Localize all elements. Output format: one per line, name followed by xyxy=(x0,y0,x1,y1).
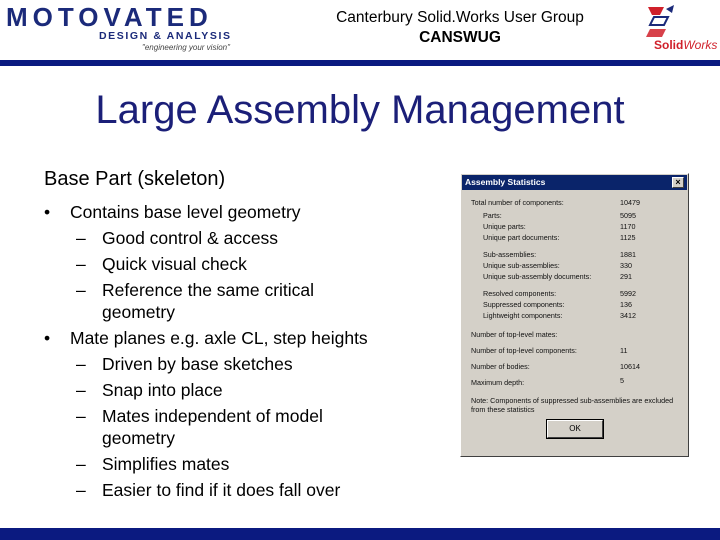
solidworks-logo xyxy=(634,3,718,57)
stat-label: Number of bodies: xyxy=(471,362,530,371)
stat-label: Parts: xyxy=(483,211,502,220)
bullet-text: Mate planes e.g. axle CL, step heights xyxy=(70,328,368,348)
stat-label: Total number of components: xyxy=(471,198,564,207)
sub-bullet-text: Simplifies mates xyxy=(102,454,230,474)
stat-label: Unique part documents: xyxy=(483,233,560,242)
stat-value: 10614 xyxy=(620,362,640,371)
stat-value: 5992 xyxy=(620,289,636,298)
stat-label: Number of top-level mates: xyxy=(471,330,558,339)
footer-bar xyxy=(0,528,720,540)
sub-bullet-text: Driven by base sketches xyxy=(102,354,293,374)
dash-marker: – xyxy=(76,454,86,474)
stat-label: Number of top-level components: xyxy=(471,346,577,355)
dash-marker: – xyxy=(76,406,86,426)
sub-bullet-text: Good control & access xyxy=(102,228,279,248)
sub-bullet-text: Easier to find if it does fall over xyxy=(102,480,341,500)
dialog-title: Assembly Statistics xyxy=(465,177,546,187)
stat-label: Sub-assemblies: xyxy=(483,250,537,259)
dash-marker: – xyxy=(76,228,86,248)
section-heading: Base Part (skeleton) xyxy=(44,168,226,190)
close-icon[interactable]: × xyxy=(672,177,684,188)
stat-label: Unique sub-assemblies: xyxy=(483,261,560,270)
sub-bullet-item xyxy=(44,405,444,449)
stat-label: Maximum depth: xyxy=(471,378,525,387)
ok-button[interactable]: OK xyxy=(547,420,603,438)
dialog-note: Note: Components of suppressed sub-assemblies are excluded from these statistics xyxy=(471,396,674,414)
stat-value: 1170 xyxy=(620,222,636,231)
sub-bullet-text: Snap into place xyxy=(102,380,223,400)
sub-bullet-item xyxy=(44,227,444,249)
header-title xyxy=(300,8,620,48)
stat-value: 3412 xyxy=(620,311,636,320)
dash-marker: – xyxy=(76,380,86,400)
bullet-marker: • xyxy=(44,202,51,222)
logo-subtitle: DESIGN & ANALYSIS xyxy=(99,30,232,42)
stat-value: 11 xyxy=(620,346,628,355)
slide-title: Large Assembly Management xyxy=(95,88,625,132)
bullet-text: Contains base level geometry xyxy=(70,202,301,222)
sub-bullet-item xyxy=(44,279,444,323)
logo-wordmark: MOTOVATED xyxy=(6,2,213,32)
sub-bullet-item xyxy=(44,253,444,275)
dash-marker: – xyxy=(76,354,86,374)
stat-value: 10479 xyxy=(620,198,640,207)
sub-bullet-item xyxy=(44,479,444,501)
sub-bullet-item xyxy=(44,453,444,475)
dash-marker: – xyxy=(76,254,86,274)
sub-bullet-text: Quick visual check xyxy=(102,254,247,274)
stat-label: Unique parts: xyxy=(483,222,526,231)
sub-bullet-item xyxy=(44,379,444,401)
bullet-marker: • xyxy=(44,328,51,348)
solidworks-wordmark-b: Works xyxy=(683,38,718,52)
bullet-list xyxy=(44,197,444,501)
sub-bullet-text: Reference the same critical geometry xyxy=(102,280,315,322)
dialog-title-bar xyxy=(462,175,687,190)
stat-label: Resolved components: xyxy=(483,289,557,298)
bullet-item xyxy=(44,201,444,223)
sub-bullet-text: Mates independent of model geometry xyxy=(102,406,323,448)
ds-mark-icon xyxy=(640,3,680,41)
logo-tagline: "engineering your vision" xyxy=(142,43,230,52)
header-title-line1: Canterbury Solid.Works User Group xyxy=(336,9,584,26)
stat-value: 5095 xyxy=(620,211,636,220)
stat-value: 330 xyxy=(620,261,632,270)
stat-value: 136 xyxy=(620,300,632,309)
stat-value: 5 xyxy=(620,376,624,385)
stat-value: 1881 xyxy=(620,250,636,259)
solidworks-wordmark-a: Solid xyxy=(654,38,684,52)
dash-marker: – xyxy=(76,280,86,300)
dash-marker: – xyxy=(76,480,86,500)
assembly-statistics-dialog xyxy=(460,173,689,457)
bullet-item xyxy=(44,327,444,349)
stat-value: 1125 xyxy=(620,233,636,242)
header-title-line2: CANSWUG xyxy=(419,29,501,46)
sub-bullet-item xyxy=(44,353,444,375)
slide-header xyxy=(0,0,720,66)
motovated-logo xyxy=(6,2,256,56)
stat-value: 291 xyxy=(620,272,632,281)
stat-label: Unique sub-assembly documents: xyxy=(483,272,592,281)
stat-label: Lightweight components: xyxy=(483,311,563,320)
solidworks-wordmark xyxy=(654,38,717,52)
header-divider-bar xyxy=(0,60,720,66)
stat-label: Suppressed components: xyxy=(483,300,565,309)
